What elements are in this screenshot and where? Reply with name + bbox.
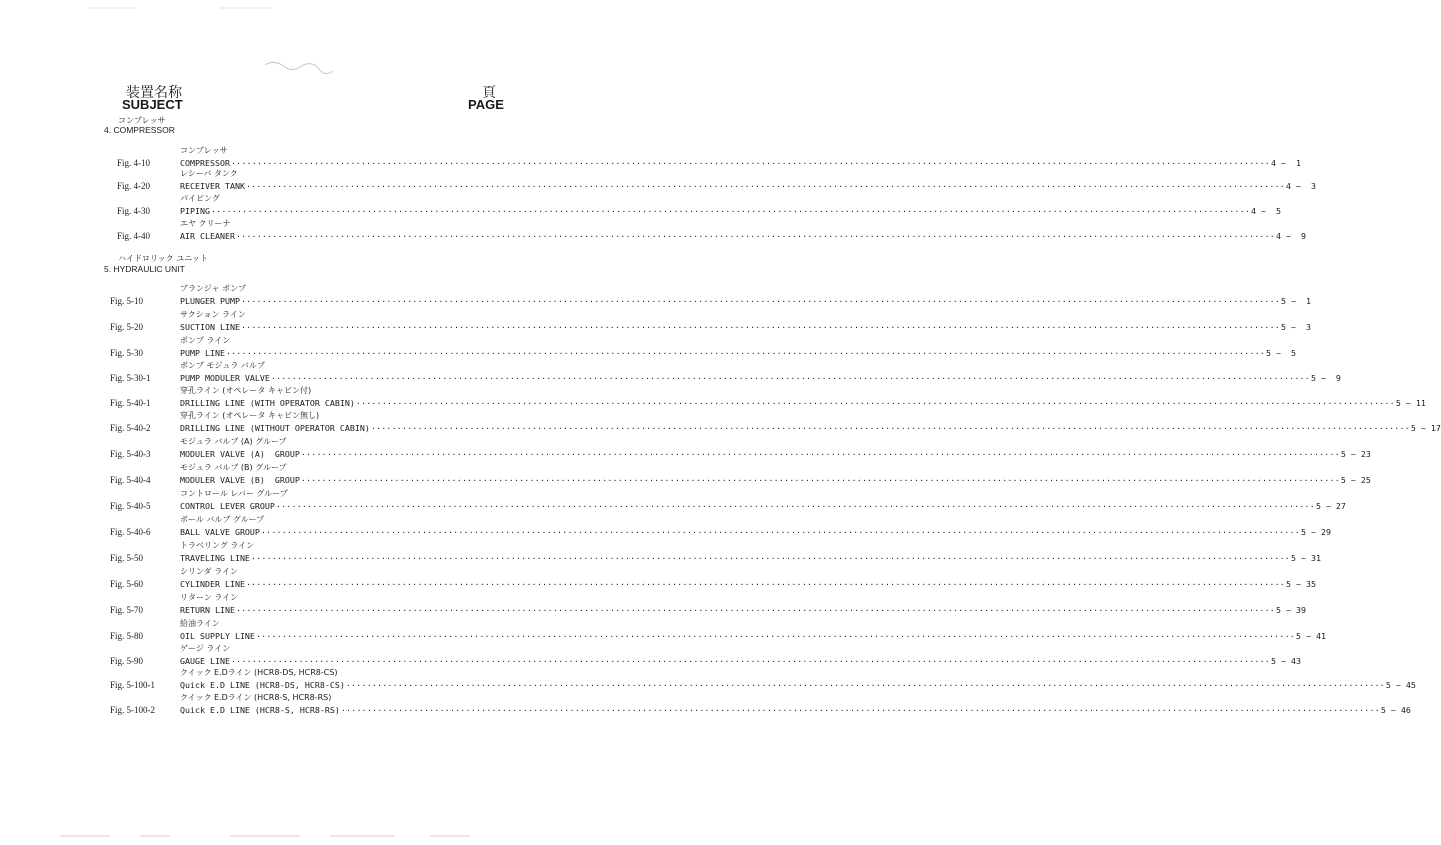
entry-title-jp: ボール バルブ グループ [180, 515, 265, 524]
dot-leader: ········································································································································································································ [230, 656, 1270, 666]
entry-title-jp: パイピング [180, 194, 220, 203]
toc-entry [0, 540, 1321, 566]
page-number: 5 ~ 3 [1280, 322, 1311, 332]
fig-number: Fig. 5-40-6 [110, 527, 151, 537]
fig-number: Fig. 5-100-1 [110, 680, 155, 690]
fig-number: Fig. 5-70 [110, 605, 144, 615]
toc-entry [0, 385, 1426, 411]
fig-number: Fig. 5-60 [110, 579, 144, 589]
page-number: 5 ~ 1 [1280, 296, 1311, 306]
fig-number: Fig. 5-40-1 [110, 398, 151, 408]
entry-title-jp: モジュラ バルブ (A) グループ [180, 437, 287, 446]
page-number: 5 ~ 29 [1300, 527, 1331, 537]
fig-number: Fig. 5-80 [110, 631, 144, 641]
entry-title-jp: クイック E.Dライン (HCR8-DS, HCR8-CS) [180, 668, 338, 677]
entry-title-jp: トラベリング ライン [180, 541, 255, 550]
toc-entry [0, 462, 1371, 488]
dot-leader: ········································································································································································································ [260, 527, 1300, 537]
dot-leader: ········································································································································································································ [230, 158, 1270, 168]
toc-entry [0, 566, 1316, 592]
entry-title: DRILLING LINE (WITHOUT OPERATOR CABIN) [180, 423, 370, 433]
dot-leader: ········································································································································································································ [245, 181, 1285, 191]
fig-number: Fig. 5-40-4 [110, 475, 151, 485]
toc-entry [0, 618, 1326, 644]
fig-number: Fig. 4-30 [117, 206, 151, 216]
entry-title: SUCTION LINE [180, 322, 240, 332]
toc-entry [0, 514, 1331, 540]
fig-number: Fig. 5-10 [110, 296, 144, 306]
entry-title-jp: モジュラ バルブ (B) グループ [180, 463, 287, 472]
fig-number: Fig. 5-20 [110, 322, 144, 332]
entry-title-jp: エヤ クリーナ [180, 219, 231, 228]
page-number: 5 ~ 23 [1340, 449, 1371, 459]
section-title-jp: コンプレッサ [118, 116, 166, 125]
dot-leader: ········································································································································································································ [250, 553, 1290, 563]
toc-entry [0, 218, 1306, 244]
section-title: 4. COMPRESSOR [104, 125, 175, 135]
toc-entry [0, 436, 1371, 462]
toc-entry [0, 692, 1411, 718]
dot-leader: ········································································································································································································ [240, 322, 1280, 332]
entry-title: BALL VALVE GROUP [180, 527, 260, 537]
section-title: 5. HYDRAULIC UNIT [104, 264, 185, 274]
dot-leader: ········································································································································································································ [245, 579, 1285, 589]
toc-entry [0, 283, 1311, 309]
entry-title-jp: コントロール レバー グループ [180, 489, 288, 498]
page-number: 4 ~ 5 [1251, 206, 1281, 216]
dot-leader: ········································································································································································································ [240, 296, 1280, 306]
entry-title: CYLINDER LINE [180, 579, 245, 589]
fig-number: Fig. 5-40-5 [110, 501, 151, 511]
page-number: 5 ~ 46 [1380, 705, 1411, 715]
entry-title: PIPING [180, 206, 210, 216]
toc-entry [0, 309, 1311, 335]
toc-entry [0, 643, 1301, 669]
section-title-jp: ハイドロリック ユニット [118, 254, 208, 263]
toc-entry [0, 592, 1306, 618]
entry-title: Quick E.D LINE (HCR8-DS, HCR8-CS) [180, 680, 345, 690]
dot-leader: ········································································································································································································ [235, 231, 1275, 241]
entry-title: MODULER VALVE (B) GROUP [180, 475, 300, 485]
entry-title: PLUNGER PUMP [180, 296, 240, 306]
entry-title-jp: シリンダ ライン [180, 567, 238, 576]
entry-title: RECEIVER TANK [180, 181, 245, 191]
page-number: 5 ~ 25 [1340, 475, 1371, 485]
fig-number: Fig. 4-40 [117, 231, 151, 241]
fig-number: Fig. 5-50 [110, 553, 144, 563]
entry-title: GAUGE LINE [180, 656, 230, 666]
entry-title: MODULER VALVE (A) GROUP [180, 449, 300, 459]
entry-title-jp: 穿孔ライン (オペレータ キャビン付) [180, 386, 312, 395]
toc-entry [0, 335, 1296, 361]
entry-title: PUMP LINE [180, 348, 225, 358]
page-number: 5 ~ 11 [1395, 398, 1426, 408]
page-number: 5 ~ 9 [1310, 373, 1341, 383]
entry-title-jp: 給油ライン [180, 619, 220, 628]
page-number: 5 ~ 27 [1315, 501, 1346, 511]
dot-leader: ········································································································································································································ [300, 449, 1340, 459]
page-number: 5 ~ 5 [1266, 348, 1296, 358]
entry-title-jp: コンプレッサ [180, 146, 228, 155]
page-number: 4 ~ 3 [1285, 181, 1316, 191]
entry-title-jp: リターン ライン [180, 593, 239, 602]
fig-number: Fig. 5-30-1 [110, 373, 151, 383]
fig-number: Fig. 5-40-3 [110, 449, 151, 459]
page-number: 5 ~ 45 [1385, 680, 1416, 690]
entry-title-jp: 穿孔ライン (オペレータ キャビン無し) [180, 411, 320, 420]
page-number: 5 ~ 35 [1285, 579, 1316, 589]
entry-title: CONTROL LEVER GROUP [180, 501, 275, 511]
dot-leader: ········································································································································································································ [300, 475, 1340, 485]
toc-entry [0, 168, 1316, 194]
dot-leader: ········································································································································································································ [225, 348, 1265, 358]
toc-entry [0, 667, 1416, 693]
entry-title-jp: ゲージ ライン [180, 644, 231, 653]
dot-leader: ········································································································································································································ [235, 605, 1275, 615]
fig-number: Fig. 5-30 [110, 348, 144, 358]
dot-leader: ········································································································································································································ [275, 501, 1315, 511]
entry-title-jp: ポンプ モジュラ バルブ [180, 361, 265, 370]
entry-title-jp: ポンプ ライン [180, 336, 231, 345]
fig-number: Fig. 4-10 [117, 158, 151, 168]
entry-title: COMPRESSOR [180, 158, 230, 168]
page-number: 5 ~ 31 [1290, 553, 1321, 563]
page-label: PAGE [468, 97, 504, 112]
fig-number: Fig. 5-40-2 [110, 423, 151, 433]
dot-leader: ········································································································································································································ [270, 373, 1310, 383]
entry-title: OIL SUPPLY LINE [180, 631, 255, 641]
fig-number: Fig. 4-20 [117, 181, 151, 191]
entry-title: TRAVELING LINE [180, 553, 250, 563]
page-number: 4 ~ 9 [1275, 231, 1306, 241]
page-label-jp: 頁 [482, 85, 496, 101]
entry-title: DRILLING LINE (WITH OPERATOR CABIN) [180, 398, 355, 408]
fig-number: Fig. 5-100-2 [110, 705, 155, 715]
dot-leader: ········································································································································································································ [355, 398, 1395, 408]
dot-leader: ········································································································································································································ [345, 680, 1385, 690]
entry-title-jp: サクション ライン [180, 310, 246, 319]
subject-label: SUBJECT [122, 97, 183, 112]
page-number: 5 ~ 39 [1275, 605, 1306, 615]
page-number: 5 ~ 41 [1295, 631, 1326, 641]
entry-title: Quick E.D LINE (HCR8-S, HCR8-RS) [180, 705, 340, 715]
page-number: 4 ~ 1 [1270, 158, 1301, 168]
toc-entry [0, 193, 1281, 219]
page-number: 5 ~ 43 [1270, 656, 1301, 666]
entry-title: PUMP MODULER VALVE [180, 373, 270, 383]
dot-leader: ········································································································································································································ [255, 631, 1295, 641]
subject-label-jp: 装置名称 [126, 85, 182, 101]
dot-leader: ········································································································································································································ [370, 423, 1410, 433]
entry-title: AIR CLEANER [180, 231, 235, 241]
entry-title-jp: プランジャ ポンプ [180, 284, 247, 293]
dot-leader: ········································································································································································································ [210, 206, 1251, 216]
fig-number: Fig. 5-90 [110, 656, 144, 666]
entry-title: RETURN LINE [180, 605, 235, 615]
page-number: 5 ~ 17 [1410, 423, 1441, 433]
entry-title-jp: レシーバ タンク [180, 169, 238, 178]
toc-entry [0, 488, 1346, 514]
dot-leader: ········································································································································································································ [340, 705, 1380, 715]
toc-entry [0, 360, 1341, 386]
toc-entry [0, 410, 1441, 436]
entry-title-jp: クイック E.Dライン (HCR8-S, HCR8-RS) [180, 693, 332, 702]
